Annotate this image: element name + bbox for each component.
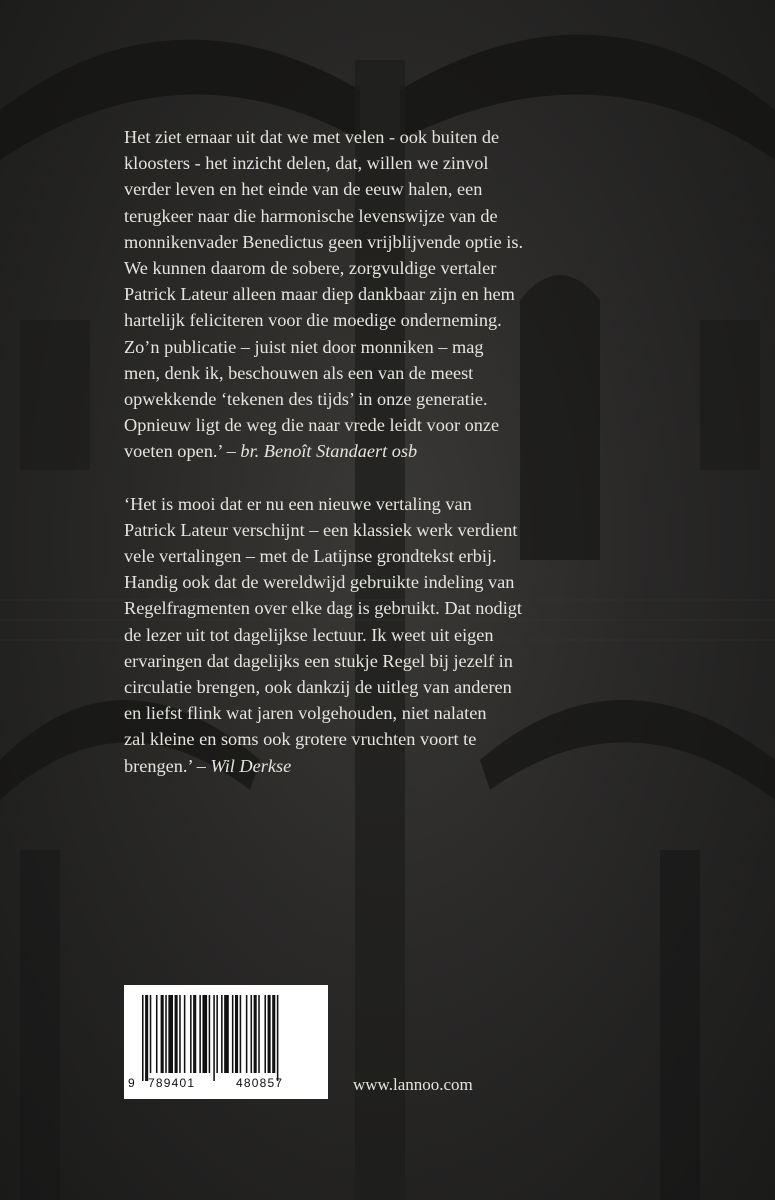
barcode-bar bbox=[175, 995, 178, 1073]
barcode-bar bbox=[264, 995, 266, 1073]
barcode-bar bbox=[254, 995, 257, 1073]
barcode-bar bbox=[199, 995, 201, 1073]
barcode-bar bbox=[213, 995, 215, 1081]
barcode-bar bbox=[246, 995, 248, 1073]
barcode-bar bbox=[232, 995, 234, 1073]
isbn-first-digit: 9 bbox=[128, 1076, 136, 1090]
barcode-bar bbox=[193, 995, 196, 1073]
barcode-bar bbox=[235, 995, 238, 1073]
barcode-bar bbox=[161, 995, 164, 1073]
quote-2-attribution: Wil Derkse bbox=[210, 755, 292, 776]
barcode-bar bbox=[150, 995, 152, 1073]
quote-1-attribution: br. Benoît Standaert osb bbox=[240, 441, 418, 462]
barcode-bars bbox=[124, 985, 328, 1085]
isbn-right-group: 480857 bbox=[236, 1076, 284, 1090]
barcode-bar bbox=[277, 995, 279, 1081]
barcode-bar bbox=[179, 995, 181, 1073]
barcode-bar bbox=[202, 995, 207, 1073]
barcode-bar bbox=[168, 995, 173, 1073]
quote-2-text: ‘Het is mooi dat er nu een nieuwe vertaling van Patrick Lateur verschijnt – een klassiek werk verdient vele vertalingen – met de Latijnse grondtekst erbij. Handig ook dat de wereldwijd gebruikte indeling van Regelfragmenten over elke dag is gebruikt. Dat nodigt de lezer uit tot dagelijkse lectuur. Ik weet uit eigen ervaringen dat dagelijks een stukje Regel bij jezelf in circulatie brengen, ook dankzij de uitleg van anderen en liefst flink wat jaren volgehouden, niet nalaten zal kleine en soms ook grotere vruchten voort te brengen.’ – bbox=[124, 493, 523, 776]
barcode-bar bbox=[156, 995, 158, 1073]
barcode-bar bbox=[184, 995, 186, 1073]
barcode-bar bbox=[240, 995, 242, 1073]
barcode-bar bbox=[209, 995, 211, 1073]
barcode-bar bbox=[272, 995, 275, 1073]
isbn-barcode bbox=[124, 985, 328, 1099]
barcode-bar bbox=[216, 995, 218, 1073]
barcode-bar bbox=[224, 995, 229, 1073]
barcode-bar bbox=[251, 995, 253, 1073]
barcode-bar bbox=[258, 995, 260, 1073]
barcode-bar bbox=[268, 995, 271, 1073]
barcode-bar bbox=[221, 995, 223, 1073]
quote-1-text: Het ziet ernaar uit dat we met velen - ook buiten de kloosters - het inzicht delen, dat, willen we zinvol verder leven en het einde van de eeuw halen, een terugkeer naar die harmonische levenswijze van de monnikenvader Benedictus geen vrijblijvende optie is. We kunnen daarom de sobere, zorgvuldige vertaler Patrick Lateur alleen maar diep dankbaar zijn en hem hartelijk feliciteren voor die moedige onderneming. Zo’n publicatie – juist niet door monniken – mag men, denk ik, beschouwen als een van de meest opwekkende ‘tekenen des tijds’ in onze generatie. Opnieuw ligt de weg die naar vrede leidt voor onze voeten open.’ – bbox=[124, 127, 524, 462]
barcode-bar bbox=[190, 995, 192, 1073]
barcode-bar bbox=[142, 995, 144, 1081]
barcode-bar bbox=[145, 995, 148, 1081]
review-quote-2 bbox=[124, 491, 594, 779]
review-quote-1 bbox=[124, 124, 594, 465]
publisher-website: www.lannoo.com bbox=[353, 1075, 473, 1094]
review-quotes bbox=[124, 124, 594, 779]
isbn-number bbox=[124, 1073, 328, 1093]
isbn-left-group: 789401 bbox=[148, 1076, 196, 1090]
barcode-bar bbox=[165, 995, 167, 1073]
